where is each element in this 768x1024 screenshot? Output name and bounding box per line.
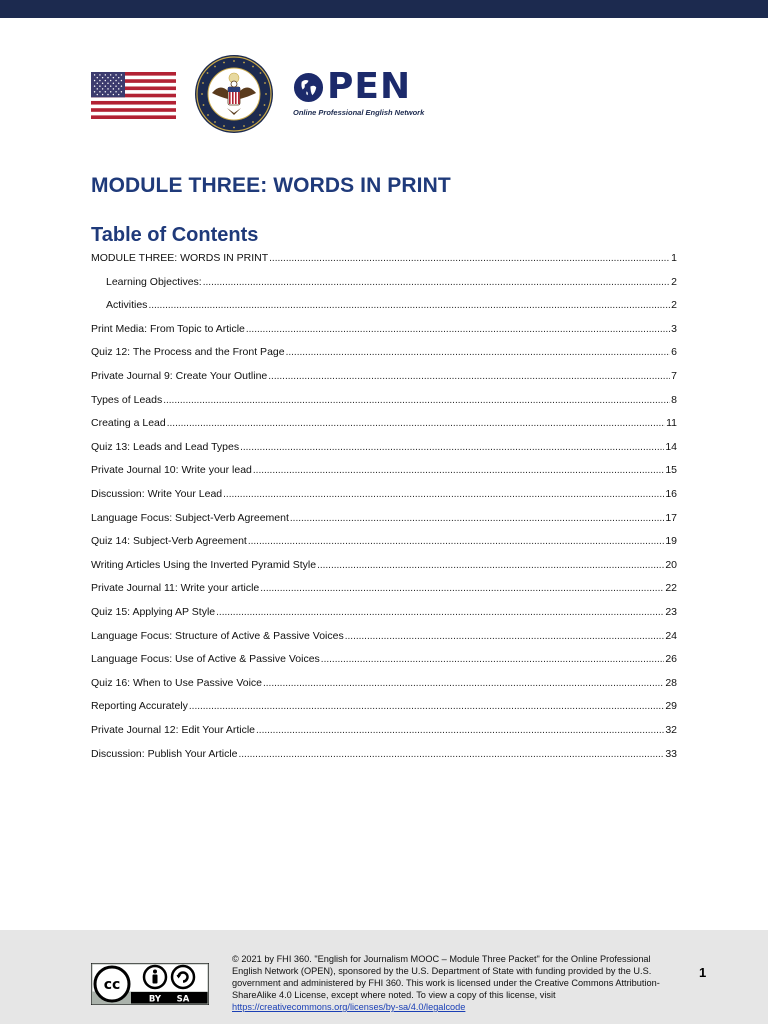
toc-entry[interactable]: [91, 346, 677, 362]
toc-entry[interactable]: [91, 441, 677, 457]
top-banner: [0, 0, 768, 18]
license-body: © 2021 by FHI 360. "English for Journalism MOOC – Module Three Packet" for the Online Professional English Network (OPEN), sponsored by the U.S. Department of State with funding provided by the U.S. government and administered by FHI 360. This work is licensed under the Creative Commons Attribution-ShareAlike 4.0 License, except where noted. To view a copy of this license, visit: [232, 954, 660, 1000]
toc-entry-page: 14: [665, 440, 677, 453]
toc-entry-label: Print Media: From Topic to Article: [91, 322, 245, 335]
toc-leader-dots: [223, 489, 664, 500]
department-of-state-seal-icon: [194, 53, 274, 135]
toc-leader-dots: [286, 347, 671, 358]
toc-leader-dots: [268, 371, 670, 382]
cc-sa-label: SA: [176, 994, 190, 1005]
toc-entry-label: Private Journal 10: Write your lead: [91, 464, 252, 477]
toc-leader-dots: [189, 701, 664, 712]
toc-entry-page: 16: [665, 488, 677, 500]
toc-entry-label: MODULE THREE: WORDS IN PRINT: [91, 252, 269, 264]
toc-leader-dots: [246, 324, 670, 335]
toc-leader-dots: [248, 536, 664, 547]
toc-entry[interactable]: [91, 700, 677, 716]
toc-entry-label: Private Journal 11: Write your article: [91, 582, 260, 595]
toc-entry[interactable]: [91, 323, 677, 339]
toc-entry-label: Reporting Accurately: [91, 700, 188, 713]
toc-entry-label: Activities: [106, 299, 148, 312]
toc-entry-page: 22: [665, 582, 677, 595]
toc-entry-page: 15: [665, 464, 677, 477]
toc-entry-page: 29: [665, 700, 677, 713]
toc-leader-dots: [317, 560, 664, 571]
toc-heading: Table of Contents: [91, 224, 259, 246]
toc-leader-dots: [256, 725, 664, 736]
toc-entry[interactable]: [91, 677, 677, 693]
toc-entry[interactable]: [91, 417, 677, 433]
toc-entry[interactable]: [106, 299, 677, 315]
toc-entry-label: Types of Leads: [91, 393, 163, 406]
toc-entry[interactable]: [91, 606, 677, 622]
toc-entry[interactable]: [91, 748, 677, 764]
toc-entry-label: Private Journal 12: Edit Your Article: [91, 724, 256, 736]
toc-entry[interactable]: [91, 630, 677, 646]
cc-by-label: BY: [148, 994, 162, 1005]
toc-leader-dots: [345, 631, 665, 642]
toc-entry-page: 11: [666, 417, 677, 430]
toc-leader-dots: [240, 442, 664, 453]
svg-text:cc: cc: [103, 977, 121, 993]
toc-leader-dots: [321, 654, 665, 665]
toc-entry-page: 24: [665, 629, 677, 642]
toc-entry[interactable]: [91, 512, 677, 528]
license-statement: [232, 953, 672, 1013]
toc-entry-page: 20: [665, 558, 677, 571]
toc-entry-page: 28: [665, 676, 677, 689]
toc-leader-dots: [203, 277, 670, 288]
toc-entry-label: Language Focus: Structure of Active & Passive Voices: [91, 629, 344, 642]
toc-entry-page: 6: [671, 346, 677, 359]
toc-leader-dots: [260, 583, 664, 594]
toc-entry[interactable]: [91, 252, 677, 268]
globe-icon: [293, 72, 324, 103]
toc-entry-page: 2: [671, 299, 677, 312]
toc-entry-label: Writing Articles Using the Inverted Pyramid Style: [91, 558, 317, 571]
license-link[interactable]: https://creativecommons.org/licenses/by-sa/4.0/legalcode: [232, 1002, 466, 1012]
toc-entry-label: Quiz 15: Applying AP Style: [91, 606, 216, 618]
toc-entry-label: Private Journal 9: Create Your Outline: [91, 370, 268, 382]
toc-entry[interactable]: [91, 488, 677, 504]
toc-entry-page: 3: [671, 322, 677, 335]
open-tagline: Online Professional English Network: [293, 108, 425, 117]
toc-entry-label: Language Focus: Subject-Verb Agreement: [91, 511, 289, 524]
toc-leader-dots: [290, 513, 664, 524]
toc-entry-page: 17: [665, 511, 677, 524]
toc-entry[interactable]: [91, 724, 677, 740]
open-logo: [293, 68, 425, 120]
toc-entry-label: Quiz 12: The Process and the Front Page: [91, 346, 285, 359]
toc-entry-label: Quiz 13: Leads and Lead Types: [91, 440, 240, 453]
module-title: MODULE THREE: WORDS IN PRINT: [91, 174, 451, 197]
toc-leader-dots: [239, 749, 665, 760]
toc-leader-dots: [269, 253, 670, 264]
toc-entry[interactable]: [91, 464, 677, 480]
page-number: 1: [699, 965, 707, 980]
toc-entry-page: 32: [665, 724, 677, 736]
open-logo-text: PEN: [327, 66, 412, 107]
toc-entry[interactable]: [91, 394, 677, 410]
toc-leader-dots: [216, 607, 664, 618]
toc-entry-page: 7: [671, 370, 677, 382]
toc-entry-label: Quiz 16: When to Use Passive Voice: [91, 676, 262, 689]
toc-entry[interactable]: [91, 582, 677, 598]
toc-entry-label: Learning Objectives:: [106, 275, 202, 288]
toc-entry-page: 1: [671, 252, 677, 264]
toc-entry[interactable]: [91, 653, 677, 669]
toc-entry-page: 33: [665, 747, 677, 760]
toc-entry[interactable]: [91, 370, 677, 386]
toc-leader-dots: [263, 678, 664, 689]
toc-leader-dots: [163, 395, 670, 406]
toc-entry-page: 26: [665, 653, 677, 666]
toc-entry-page: 8: [671, 393, 677, 406]
toc-entry-label: Discussion: Publish Your Article: [91, 747, 238, 760]
toc-entry[interactable]: [91, 559, 677, 575]
toc-entry-label: Quiz 14: Subject-Verb Agreement: [91, 535, 247, 548]
toc-leader-dots: [167, 418, 665, 429]
toc-entry-page: 2: [671, 275, 677, 288]
toc-entry-label: Creating a Lead: [91, 417, 166, 430]
toc-entry-page: 23: [665, 606, 677, 618]
us-flag-icon: [91, 72, 176, 119]
toc-leader-dots: [148, 300, 670, 311]
toc-entry-page: 19: [665, 535, 677, 548]
toc-entry[interactable]: [106, 276, 677, 292]
toc-entry-label: Language Focus: Use of Active & Passive Voices: [91, 653, 320, 666]
toc-leader-dots: [253, 465, 664, 476]
toc-entry[interactable]: [91, 535, 677, 551]
toc-entry-label: Discussion: Write Your Lead: [91, 488, 223, 500]
cc-by-sa-badge-icon[interactable]: [91, 963, 209, 1005]
